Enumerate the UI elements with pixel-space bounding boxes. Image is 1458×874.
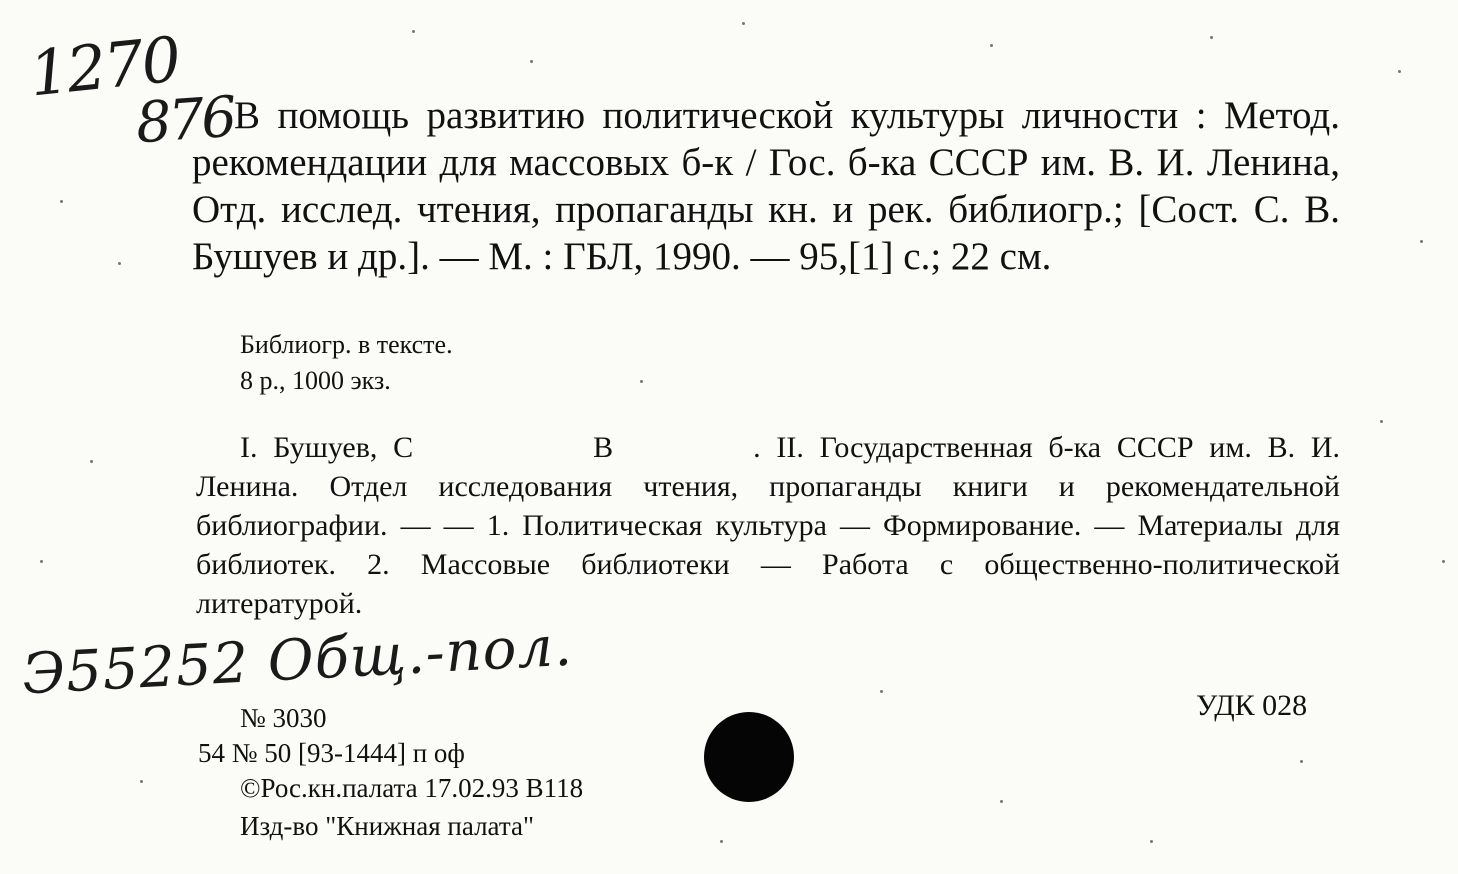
price-and-run: 8 р., 1000 экз. (240, 366, 391, 395)
entry-lead-word: В (234, 94, 261, 137)
bibliographic-description (192, 92, 1340, 280)
punch-hole (704, 712, 794, 802)
tracing-rest: . II. Государственная б-ка СССР им. В. И. Ленина. Отдел исследования чтения, пропаганды книги и рекомендательной библиографии. — — 1. Политическая культура — Формирование. — Материалы для библиотек. 2. Массовые библиотеки — Работа с общественно-политической литературой. (196, 431, 1340, 620)
copyright-line: ©Рос.кн.палата 17.02.93 В118 (240, 773, 584, 803)
handwritten-call-number-sub: 876 (133, 84, 237, 157)
handwritten-call-number: 1270 (26, 22, 183, 111)
tracings (196, 428, 1340, 623)
udc-code: УДК 028 (1196, 689, 1308, 722)
bibliography-note: Библиогр. в тексте. (240, 330, 453, 359)
registration-number: № 3030 (240, 703, 327, 733)
tracing-initial: В (593, 431, 614, 464)
entry-body: помощь развитию политической культуры личности : Метод. рекомендации для массовых б-к / Гос. б-ка СССР им. В. И. Ленина, Отд. исслед. чтения, пропаганды кн. и рек. библиогр.; [Сост. С. В. Бушуев и др.]. — М. : ГБЛ, 1990. — 95,[1] с.; 22 см. (192, 94, 1340, 278)
handwritten-inventory-mark: Э55252 Общ.-пол. (20, 613, 575, 708)
publisher-line: Изд-во "Книжная палата" (240, 811, 534, 841)
set-line: 54 № 50 [93-1444] п оф (198, 738, 465, 768)
tracing-first: I. Бушуев, С (240, 431, 414, 464)
